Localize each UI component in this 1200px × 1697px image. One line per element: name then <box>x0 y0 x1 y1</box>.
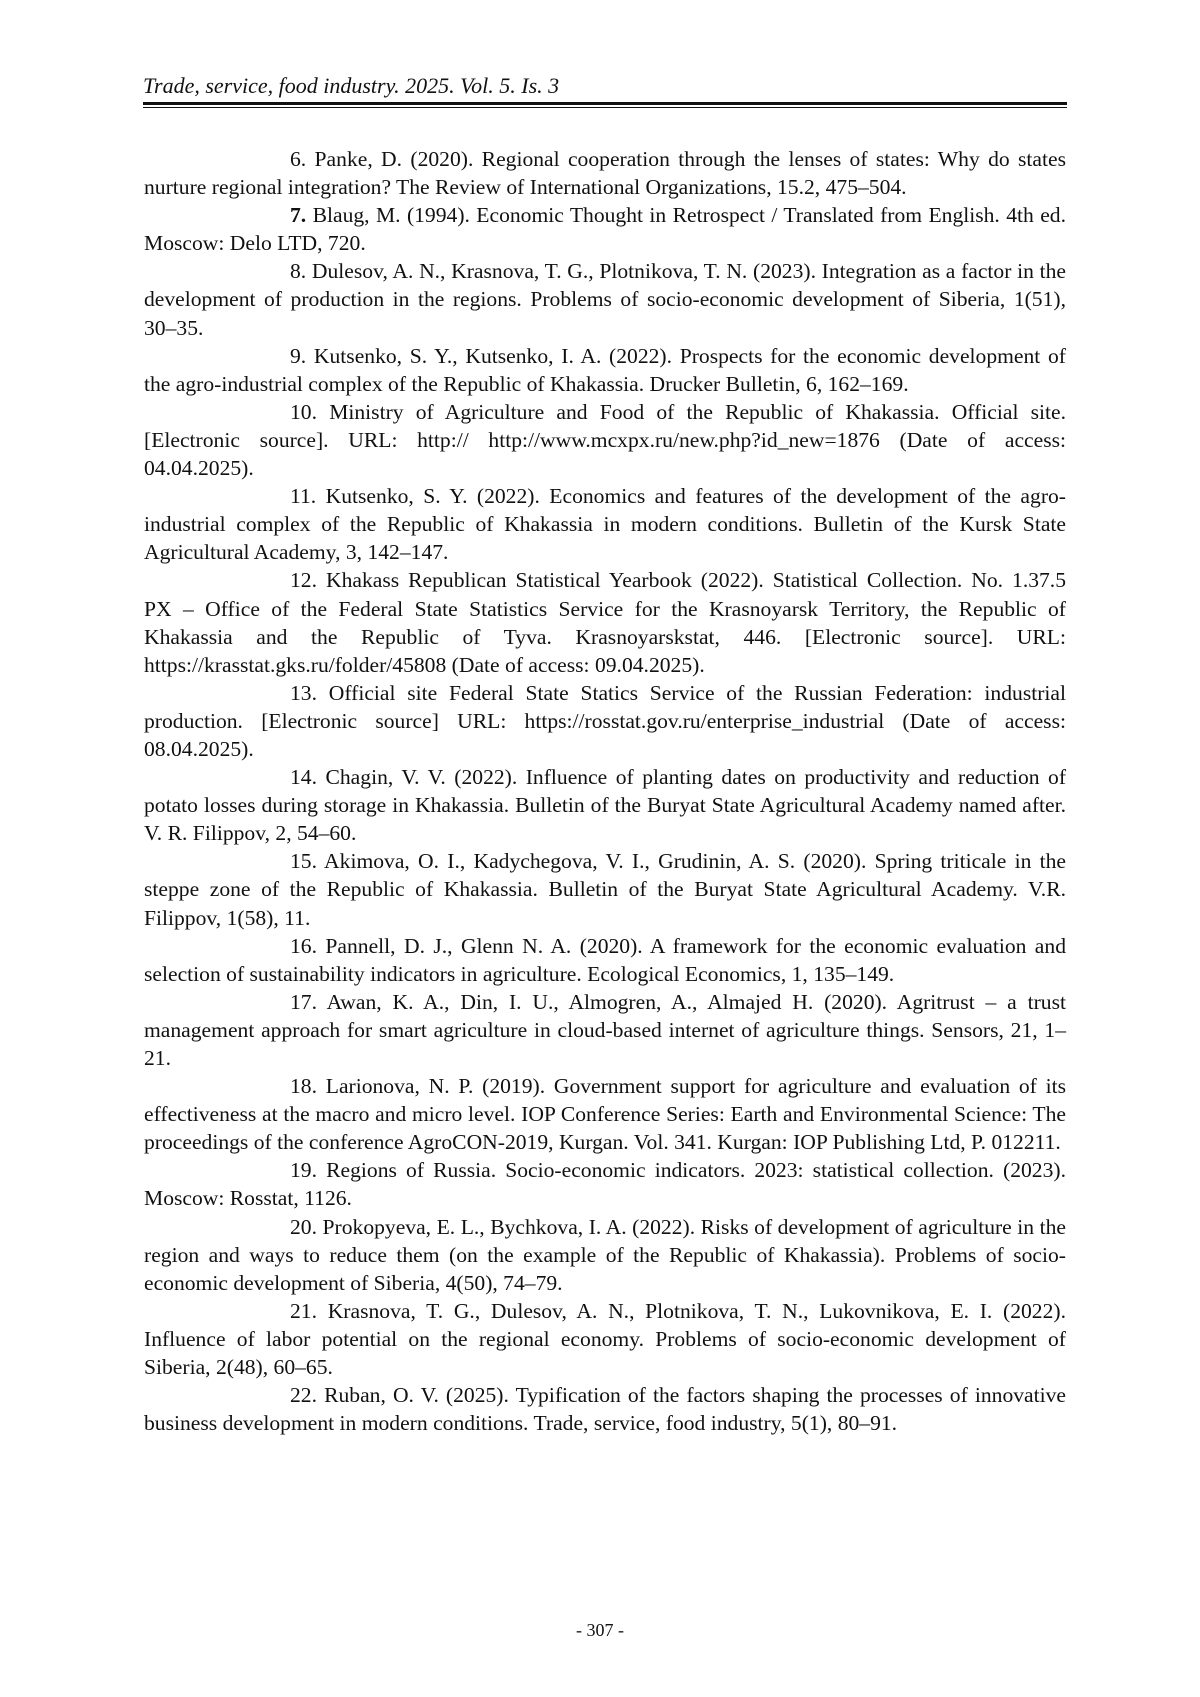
reference-item <box>144 145 1066 201</box>
reference-item <box>144 679 1066 763</box>
reference-text: Kutsenko, S. Y. (2022). Economics and features of the development of the agro-industrial complex of the Republic of Khakassia in modern conditions. Bulletin of the Kursk State Agricultural Academy, 3, 142–147. <box>144 484 1066 565</box>
reference-text: Panke, D. (2020). Regional cooperation through the lenses of states: Why do states nurture regional integration? The Review of International Organizations, 15.2, 475–504. <box>144 147 1066 200</box>
reference-item <box>144 1213 1066 1297</box>
reference-text: Pannell, D. J., Glenn N. A. (2020). A framework for the economic evaluation and selection of sustainability indicators in agriculture. Ecological Economics, 1, 135–149. <box>144 933 1066 986</box>
reference-text: Khakass Republican Statistical Yearbook (2022). Statistical Collection. No. 1.37.5 PX – Office of the Federal State Statistics Service for the Krasnoyarsk Territory, the Republic of Khakassia and the Republic of Tyva. Krasnoyarskstat, 446. [Electronic source]. URL: https://krasstat.gks.ru/folder/45808 (Date of access: 09.04.2025). <box>144 568 1067 677</box>
header-rule-thick <box>143 102 1067 105</box>
reference-number: 15. <box>290 849 317 874</box>
reference-list <box>144 145 1066 1437</box>
reference-item <box>144 566 1066 678</box>
reference-text: Dulesov, A. N., Krasnova, T. G., Plotnikova, T. N. (2023). Integration as a factor in the development of production in the regions. Problems of socio-economic development of Siberia, 1(51), 30–35. <box>144 259 1066 340</box>
reference-number: 9. <box>290 343 307 368</box>
reference-text: Akimova, O. I., Kadychegova, V. I., Grudinin, A. S. (2020). Spring triticale in the steppe zone of the Republic of Khakassia. Bulletin of the Buryat State Agricultural Academy. V.R. Filippov, 1(58), 11. <box>144 849 1066 930</box>
reference-number: 7. <box>290 203 307 228</box>
reference-text: Blaug, M. (1994). Economic Thought in Retrospect / Translated from English. 4th ed. Moscow: Delo LTD, 720. <box>144 203 1066 256</box>
reference-item <box>144 932 1066 988</box>
reference-text: Chagin, V. V. (2022). Influence of planting dates on productivity and reduction of potato losses during storage in Khakassia. Bulletin of the Buryat State Agricultural Academy named after. V. R. Filippov, 2, 54–60. <box>144 765 1067 846</box>
reference-item <box>144 398 1066 482</box>
reference-item <box>144 847 1066 931</box>
reference-text: Kutsenko, S. Y., Kutsenko, I. A. (2022). Prospects for the economic development of the agro-industrial complex of the Republic of Khakassia. Drucker Bulletin, 6, 162–169. <box>144 343 1066 396</box>
reference-text: Awan, K. A., Din, I. U., Almogren, A., Almajed H. (2020). Agritrust – a trust management approach for smart agriculture in cloud-based internet of agriculture things. Sensors, 21, 1–21. <box>144 989 1066 1070</box>
reference-item <box>144 342 1066 398</box>
reference-number: 22. <box>290 1383 317 1408</box>
reference-number: 8. <box>290 259 307 284</box>
reference-number: 17. <box>290 989 317 1014</box>
reference-item <box>144 1297 1066 1381</box>
reference-number: 21. <box>290 1298 317 1323</box>
reference-number: 12. <box>290 568 317 593</box>
reference-item <box>144 763 1066 847</box>
reference-number: 20. <box>290 1214 317 1239</box>
reference-item <box>144 201 1066 257</box>
reference-text: Larionova, N. P. (2019). Government support for agriculture and evaluation of its effectiveness at the macro and micro level. IOP Conference Series: Earth and Environmental Science: The proceedings of the conference AgroCON-2019, Kurgan. Vol. 341. Kurgan: IOP Publishing Ltd, P. 012211. <box>144 1074 1066 1155</box>
reference-item <box>144 1156 1066 1212</box>
reference-number: 13. <box>290 680 317 705</box>
header-rule-thin <box>143 107 1067 108</box>
reference-number: 10. <box>290 399 317 424</box>
reference-number: 14. <box>290 765 317 790</box>
page-number: - 307 - <box>576 1620 624 1640</box>
reference-number: 11. <box>290 484 317 509</box>
reference-item <box>144 482 1066 566</box>
reference-number: 16. <box>290 933 317 958</box>
reference-number: 6. <box>290 147 307 171</box>
reference-text: Prokopyeva, E. L., Bychkova, I. A. (2022). Risks of development of agriculture in the region and ways to reduce them (on the example of the Republic of Khakassia). Problems of socio-economic development of Siberia, 4(50), 74–79. <box>144 1214 1066 1295</box>
reference-item <box>144 1381 1066 1437</box>
reference-number: 19. <box>290 1158 317 1183</box>
reference-number: 18. <box>290 1074 317 1099</box>
reference-text: Ruban, O. V. (2025). Typification of the factors shaping the processes of innovative business development in modern conditions. Trade, service, food industry, 5(1), 80–91. <box>144 1383 1067 1436</box>
reference-text: Ministry of Agriculture and Food of the Republic of Khakassia. Official site. [Electronic source]. URL: http:// http://www.mcxpx.ru/new.php?id_new=1876 (Date of access: 04.04.2025). <box>144 399 1067 481</box>
reference-text: Krasnova, T. G., Dulesov, A. N., Plotnikova, T. N., Lukovnikova, E. I. (2022). Influence of labor potential on the regional economy. Problems of socio-economic development of Siberia, 2(48), 60–65. <box>144 1298 1066 1380</box>
reference-item <box>144 988 1066 1072</box>
reference-item <box>144 257 1066 341</box>
running-head: Trade, service, food industry. 2025. Vol. 5. Is. 3 <box>143 73 560 98</box>
reference-text: Regions of Russia. Socio-economic indicators. 2023: statistical collection. (2023). Moscow: Rosstat, 1126. <box>144 1158 1066 1211</box>
reference-text: Official site Federal State Statics Service of the Russian Federation: industrial production. [Electronic source] URL: https://rosstat.gov.ru/enterprise_industrial (Date of access: 08.04.2025). <box>144 680 1066 761</box>
reference-item <box>144 1072 1066 1156</box>
